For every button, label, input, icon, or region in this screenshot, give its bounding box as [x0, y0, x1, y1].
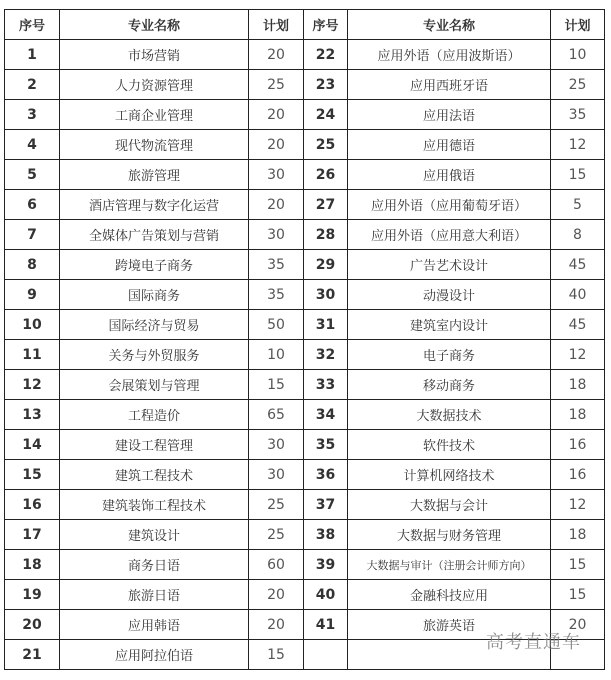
plan-count: 10 — [249, 340, 304, 370]
row-number: 38 — [304, 520, 348, 550]
table-row — [5, 310, 605, 340]
major-name: 旅游日语 — [60, 580, 249, 610]
major-name: 工商企业管理 — [60, 100, 249, 130]
plan-count: 40 — [551, 280, 605, 310]
major-name: 大数据技术 — [348, 400, 551, 430]
table-row — [5, 190, 605, 220]
row-number: 12 — [5, 370, 60, 400]
major-name: 大数据与财务管理 — [348, 520, 551, 550]
table-row — [5, 460, 605, 490]
major-name: 旅游英语 — [348, 610, 551, 640]
plan-count: 18 — [551, 520, 605, 550]
major-name: 应用俄语 — [348, 160, 551, 190]
table-row — [5, 220, 605, 250]
plan-count: 12 — [551, 490, 605, 520]
table-row — [5, 250, 605, 280]
row-number: 13 — [5, 400, 60, 430]
major-name: 建筑设计 — [60, 520, 249, 550]
major-name: 建筑室内设计 — [348, 310, 551, 340]
major-name: 计算机网络技术 — [348, 460, 551, 490]
major-name: 移动商务 — [348, 370, 551, 400]
header-seq: 序号 — [5, 10, 60, 40]
plan-count: 35 — [249, 250, 304, 280]
major-name: 应用韩语 — [60, 610, 249, 640]
row-number: 11 — [5, 340, 60, 370]
row-number: 41 — [304, 610, 348, 640]
major-name: 现代物流管理 — [60, 130, 249, 160]
table-row — [5, 430, 605, 460]
row-number: 16 — [5, 490, 60, 520]
major-name: 全媒体广告策划与营销 — [60, 220, 249, 250]
row-number: 28 — [304, 220, 348, 250]
plan-count: 45 — [551, 250, 605, 280]
major-name: 应用西班牙语 — [348, 70, 551, 100]
major-name: 应用阿拉伯语 — [60, 640, 249, 670]
plan-count: 12 — [551, 130, 605, 160]
table-row — [5, 400, 605, 430]
row-number: 17 — [5, 520, 60, 550]
row-number: 40 — [304, 580, 348, 610]
major-name: 建筑装饰工程技术 — [60, 490, 249, 520]
major-name: 人力资源管理 — [60, 70, 249, 100]
row-number: 35 — [304, 430, 348, 460]
plan-count: 45 — [551, 310, 605, 340]
plan-count: 25 — [249, 70, 304, 100]
plan-count: 25 — [249, 490, 304, 520]
row-number: 18 — [5, 550, 60, 580]
row-number: 1 — [5, 40, 60, 70]
plan-count: 20 — [249, 40, 304, 70]
plan-count: 15 — [551, 580, 605, 610]
plan-count: 20 — [249, 100, 304, 130]
major-name: 会展策划与管理 — [60, 370, 249, 400]
major-name: 关务与外贸服务 — [60, 340, 249, 370]
plan-count: 18 — [551, 370, 605, 400]
table-row — [5, 580, 605, 610]
header-row — [5, 10, 605, 40]
major-name: 工程造价 — [60, 400, 249, 430]
major-name: 国际经济与贸易 — [60, 310, 249, 340]
major-name: 跨境电子商务 — [60, 250, 249, 280]
row-number: 23 — [304, 70, 348, 100]
plan-count: 60 — [249, 550, 304, 580]
row-number: 4 — [5, 130, 60, 160]
row-number: 8 — [5, 250, 60, 280]
plan-count: 18 — [551, 400, 605, 430]
row-number: 32 — [304, 340, 348, 370]
table-row — [5, 340, 605, 370]
row-number: 29 — [304, 250, 348, 280]
row-number: 6 — [5, 190, 60, 220]
plan-count: 15 — [249, 640, 304, 670]
plan-count: 10 — [551, 40, 605, 70]
plan-count: 12 — [551, 340, 605, 370]
plan-count: 16 — [551, 460, 605, 490]
table-row — [5, 40, 605, 70]
major-name: 动漫设计 — [348, 280, 551, 310]
plan-count: 15 — [249, 370, 304, 400]
plan-count: 30 — [249, 220, 304, 250]
major-name: 建筑工程技术 — [60, 460, 249, 490]
row-number: 19 — [5, 580, 60, 610]
row-number: 7 — [5, 220, 60, 250]
row-number: 34 — [304, 400, 348, 430]
row-number — [304, 640, 348, 670]
plan-count: 65 — [249, 400, 304, 430]
plan-count: 20 — [249, 190, 304, 220]
plan-count: 25 — [551, 70, 605, 100]
plan-count: 35 — [249, 280, 304, 310]
header-plan: 计划 — [249, 10, 304, 40]
row-number: 10 — [5, 310, 60, 340]
row-number: 2 — [5, 70, 60, 100]
table-row — [5, 370, 605, 400]
row-number: 5 — [5, 160, 60, 190]
table-row — [5, 160, 605, 190]
row-number: 25 — [304, 130, 348, 160]
watermark: 高考直通车 — [486, 632, 581, 653]
header-seq: 序号 — [304, 10, 348, 40]
plan-count: 16 — [551, 430, 605, 460]
row-number: 27 — [304, 190, 348, 220]
row-number: 39 — [304, 550, 348, 580]
plan-count: 20 — [551, 610, 605, 640]
plan-count: 8 — [551, 220, 605, 250]
major-name: 应用德语 — [348, 130, 551, 160]
row-number: 37 — [304, 490, 348, 520]
major-name: 应用外语（应用葡萄牙语） — [348, 190, 551, 220]
major-name: 软件技术 — [348, 430, 551, 460]
row-number: 33 — [304, 370, 348, 400]
major-name: 大数据与会计 — [348, 490, 551, 520]
row-number: 14 — [5, 430, 60, 460]
table-row — [5, 130, 605, 160]
row-number: 26 — [304, 160, 348, 190]
row-number: 22 — [304, 40, 348, 70]
row-number: 20 — [5, 610, 60, 640]
plan-count: 5 — [551, 190, 605, 220]
major-name: 旅游管理 — [60, 160, 249, 190]
plan-count: 30 — [249, 460, 304, 490]
plan-count: 50 — [249, 310, 304, 340]
major-name: 金融科技应用 — [348, 580, 551, 610]
header-major: 专业名称 — [60, 10, 249, 40]
row-number: 3 — [5, 100, 60, 130]
row-number: 24 — [304, 100, 348, 130]
row-number: 21 — [5, 640, 60, 670]
row-number: 9 — [5, 280, 60, 310]
header-plan: 计划 — [551, 10, 605, 40]
plan-count: 20 — [249, 130, 304, 160]
major-name: 大数据与审计（注册会计师方向） — [348, 550, 551, 580]
major-name: 应用外语（应用意大利语） — [348, 220, 551, 250]
plan-count: 20 — [249, 610, 304, 640]
major-name: 市场营销 — [60, 40, 249, 70]
row-number: 36 — [304, 460, 348, 490]
plan-count: 35 — [551, 100, 605, 130]
enrollment-plan-table — [4, 9, 605, 670]
major-name: 商务日语 — [60, 550, 249, 580]
major-name: 酒店管理与数字化运营 — [60, 190, 249, 220]
row-number: 30 — [304, 280, 348, 310]
plan-count: 30 — [249, 430, 304, 460]
major-name: 国际商务 — [60, 280, 249, 310]
major-name: 应用法语 — [348, 100, 551, 130]
plan-count: 15 — [551, 160, 605, 190]
table-row — [5, 520, 605, 550]
row-number: 15 — [5, 460, 60, 490]
plan-count: 20 — [249, 580, 304, 610]
header-major: 专业名称 — [348, 10, 551, 40]
table-row — [5, 70, 605, 100]
table-row — [5, 280, 605, 310]
table-row — [5, 490, 605, 520]
major-name: 建设工程管理 — [60, 430, 249, 460]
major-name: 应用外语（应用波斯语） — [348, 40, 551, 70]
table-row — [5, 550, 605, 580]
table-row — [5, 100, 605, 130]
plan-count: 15 — [551, 550, 605, 580]
major-name: 电子商务 — [348, 340, 551, 370]
plan-count: 30 — [249, 160, 304, 190]
major-name: 广告艺术设计 — [348, 250, 551, 280]
row-number: 31 — [304, 310, 348, 340]
plan-count: 25 — [249, 520, 304, 550]
